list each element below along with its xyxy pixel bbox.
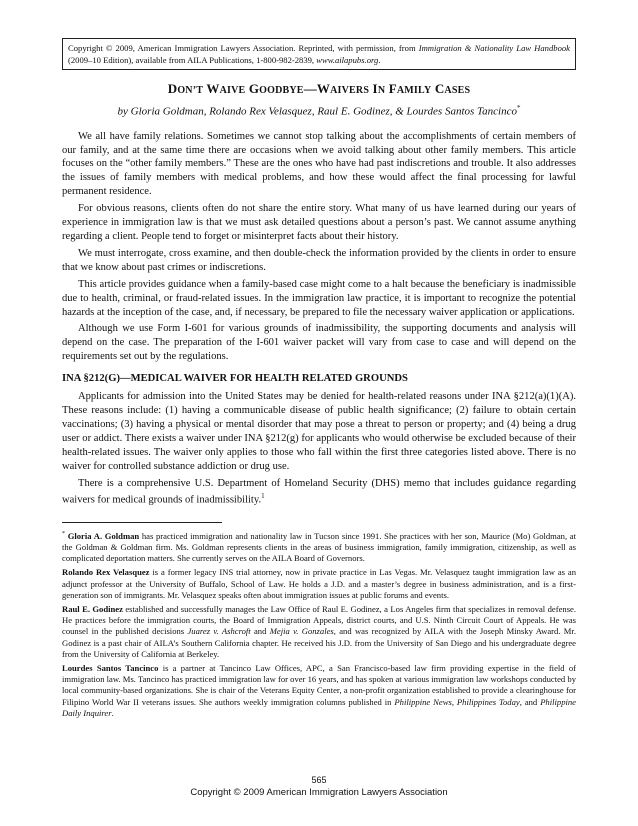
page-footer: Copyright © 2009 American Immigration Lawyers Association <box>190 787 448 798</box>
footnote-ref-1[interactable]: 1 <box>261 492 265 501</box>
author-names: by Gloria Goldman, Rolando Rex Velasquez, Raul E. Godinez, & Lourdes Santos Tancinco <box>117 105 517 118</box>
article-title: DON’T WAIVE GOODBYE—WAIVERS IN FAMILY CASES <box>167 81 471 96</box>
footnote-tancinco: Lourdes Santos Tancinco is a partner at Tancinco Law Offices, APC, a San Francisco-based law firm providing expertise in the field of immigration law. Ms. Tancinco has practiced immigration law for over 16 years, and has spoken at various immigration law workshops conducted by local community-based organizations. She is chair of the Veterans Equity Center, a non-profit organization established to provide a clearinghouse for Filipino World War II veterans issues. She authors weekly immigration columns published in Philippine News, Philippines Today, and Philippine Daily Inquirer. <box>62 662 576 718</box>
footnote-velasquez: Rolando Rex Velasquez is a former legacy INS trial attorney, now in private practice in Las Vegas. Mr. Velasquez taught immigration law as an adjunct professor at the University of Buffalo, School of Law. He holds a J.D. and a master’s degree in business administration, and is a first-generation son of immigrants. Mr. Velasquez speaks often about immigration issues at public forums and events. <box>62 567 577 600</box>
intro-paragraph-1: We all have family relations. Sometimes we cannot stop talking about the accomplishments of certain members of our family, and at the same time there are occasions when we avoid talking about other family members. This article focuses on the “other family members.” These are the ones who have had past indiscretions and trouble. It also addresses the issues of family members with medical problems, and how these would affect the final processing for lawful permanent residence. <box>62 130 576 198</box>
intro-paragraph-2: For obvious reasons, clients often do not share the entire story. What many of us have learned during our years of experience in immigration law is that we must ask detailed questions about a person’s past. We cannot assume anything regarding a client. People tend to forget or misinterpret facts about their history. <box>62 203 576 242</box>
section-heading: INA §212(G)—MEDICAL WAIVER FOR HEALTH RELATED GROUNDS <box>62 373 408 385</box>
article-body <box>62 130 576 508</box>
footnote-divider <box>62 522 222 523</box>
footnote-goldman: * Gloria A. Goldman has practiced immigration and nationality law in Tucson since 1991. She practices with her son, Maurice (Mo) Goldman, at the Goldman & Goldman firm. Ms. Goldman represents clients in the areas of business immigration, family immigration, citizenship, as well as complicated deportation matters. She currently serves on the AILA Board of Governors. <box>62 530 576 564</box>
intro-paragraph-4: This article provides guidance when a family-based case might come to a halt because the beneficiary is inadmissible due to health, criminal, or fraud-related issues. In the immigration law practice, it is important to recognize the potential hazards at the inception of the case, and, if necessary, be prepared to file the necessary waiver application or applications. <box>62 278 576 318</box>
intro-paragraph-5: Although we use Form I-601 for various grounds of inadmissibility, the supporting documents and analysis will depend on the case. The preparation of the I-601 waiver packet will vary from case to case and will depend on the requirements set out by the regulations. <box>62 323 576 363</box>
handbook-title: Immigration & Nationality Law Handbook <box>418 43 570 53</box>
section-paragraph-2: There is a comprehensive U.S. Department of Homeland Security (DHS) memo that includes guidance regarding waivers for medical grounds of inadmissibility.$^1$ <box>62 477 576 506</box>
section-paragraph-1: Applicants for admission into the United States may be denied for health-related reasons under INA §212(a)(1)(A). These reasons include: (1) having a communicable disease of public health significance; (2) failure to obtain certain vaccinations; (3) having a physical or mental disorder that may pose a threat to person or property; and (4) being a drug user or addict. There exists a waiver under INA §212(g) for applicants who would otherwise be excluded because of their health-related issues. The waiver only applies to those who fall within the first three categories listed above. There is no waiver for controlled substance addiction or drug use. <box>62 391 576 472</box>
copyright-notice-box: Copyright © 2009, American Immigration Lawyers Association. Reprinted, with permission, from Immigration & Nationality Law Handbook (2009–10 Edition), available from AILA Publications, 1-800-982-2839, www.ailapubs.org. <box>62 38 576 70</box>
copyright-text: Copyright © 2009, American Immigration Lawyers Association. Reprinted, with permission, from <box>68 43 419 53</box>
page-number: 565 <box>311 775 327 785</box>
publisher-url[interactable]: www.ailapubs.org <box>316 55 379 65</box>
author-byline <box>62 104 576 118</box>
footnote-marker: * <box>516 104 521 112</box>
copyright-text-2: (2009–10 Edition), available from AILA Publications, 1-800-982-2839, <box>68 55 317 65</box>
footnotes <box>62 529 576 719</box>
footnote-godinez: Raul E. Godinez established and successfully manages the Law Office of Raul E. Godinez, a Los Angeles firm that specializes in removal defense. He practices before the immigration courts, the Board of Immigration Appeals, district courts, and U.S. Ninth Circuit Court of Appeals. He was counsel in the published decisions Juarez v. Ashcroft and Mejia v. Gonzales, and was recognized by AILA with the Joseph Minsky Award. Mr. Godinez is a past chair of AILA’s Southern California chapter. He received his J.D. from the University of San Diego and his undergraduate degree from the University of California at Berkeley. <box>62 603 576 659</box>
intro-paragraph-3: We must interrogate, cross examine, and then double-check the information provided by the clients in order to ensure that we know about past crimes or indiscretions. <box>62 247 576 273</box>
document-page <box>62 38 576 722</box>
